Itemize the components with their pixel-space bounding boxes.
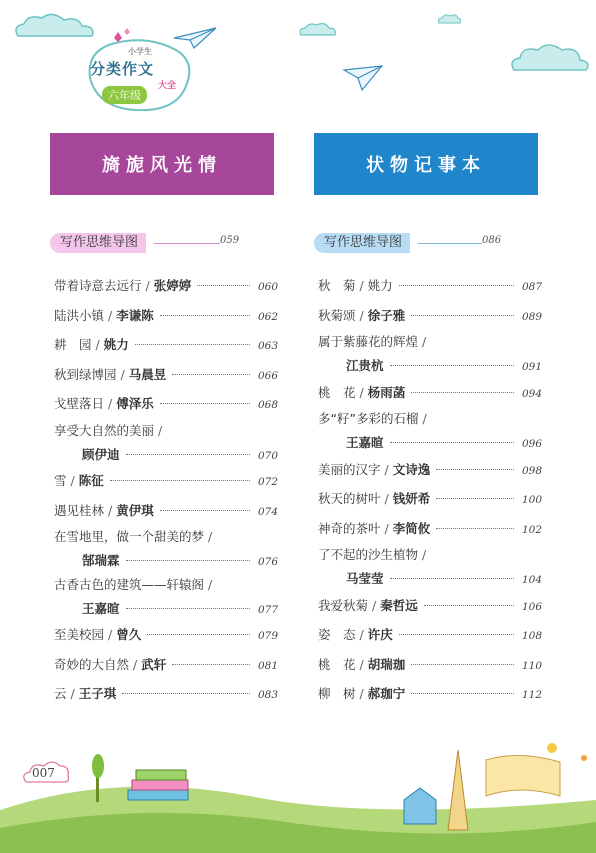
entry-title: 秋菊颂 [318,307,356,323]
entry-title: 陆洪小镇 [54,307,105,323]
entry-page: 076 [257,556,278,568]
page-number: 007 [32,766,55,780]
entry-page: 072 [257,476,278,488]
separator-slash: / [145,278,150,293]
entry-author: 江贵杭 [346,358,384,373]
separator-slash: / [208,576,213,592]
toc-list-scenery [54,271,278,709]
entry-page: 098 [521,464,542,477]
entry-page: 091 [521,361,542,373]
separator-slash: / [108,396,113,411]
book-logo [80,28,198,120]
separator-slash: / [422,411,427,426]
separator-slash: / [359,307,364,323]
toc-entry[interactable] [54,301,278,331]
entry-title: 了不起的沙生植物 [318,547,419,562]
toc-entry[interactable] [318,514,542,544]
separator-slash: / [384,520,389,536]
entry-author: 郜瑞霖 [82,553,120,568]
entry-page: 087 [521,281,542,293]
toc-entry[interactable] [318,620,542,650]
separator-slash: / [359,278,364,293]
entry-page: 112 [521,689,542,701]
entry-page: 062 [257,310,278,323]
entry-page: 089 [521,310,542,323]
entry-author: 马莹莹 [346,571,384,586]
toc-entry[interactable] [318,378,542,408]
entry-page: 063 [257,340,278,352]
dot-leader [135,344,250,345]
entry-title: 柳 树 [318,686,356,701]
entry-title: 美丽的汉字 [318,461,381,477]
toc-entry[interactable] [54,650,278,680]
dot-leader [122,693,250,694]
entry-author: 秦哲远 [380,597,418,613]
cloud-icon [508,42,592,76]
toc-entry[interactable] [54,496,278,526]
entry-page: 070 [257,449,278,462]
entry-page: 060 [257,281,278,293]
mindmap-link-left[interactable] [50,233,240,255]
entry-author: 李谦陈 [116,307,154,323]
toc-list-objects [318,271,542,709]
dot-leader [160,510,250,511]
entry-author: 姚力 [103,337,129,352]
toc-entry[interactable] [318,484,542,514]
entry-title: 古香古色的建筑——轩辕阁 [54,576,205,592]
separator-slash: / [372,597,377,613]
entry-author: 李简攸 [392,520,431,536]
entry-page: 100 [521,494,542,506]
toc-entry[interactable] [318,330,542,378]
separator-slash: / [422,334,427,349]
toc-entry[interactable] [54,330,278,360]
toc-entry[interactable] [54,360,278,390]
entry-title: 戈壁落日 [54,396,105,411]
entry-author: 张婷婷 [153,278,192,293]
dot-leader [436,498,514,499]
dot-leader [390,365,514,366]
logo-small-text: 小学生 [128,47,152,56]
toc-entry[interactable] [54,419,278,467]
dot-leader [126,454,250,455]
entry-title: 属于紫藤花的辉煌 [318,334,419,349]
mindmap-line [154,243,220,244]
toc-entry[interactable] [54,466,278,496]
entry-title: 至美校园 [54,627,105,642]
dot-leader [147,634,250,635]
toc-entry[interactable] [54,620,278,650]
dot-leader [172,664,250,665]
entry-title: 耕 园 [54,337,92,352]
mindmap-label: 写作思维导图 [50,233,146,253]
entry-title: 秋到绿博园 [54,366,117,382]
mindmap-page: 059 [220,235,240,246]
separator-slash: / [120,366,125,382]
dot-leader [399,285,514,286]
dot-leader [399,634,514,635]
entry-title: 多“籽”多彩的石榴 [318,411,419,426]
entry-title: 我爱秋菊 [318,597,369,613]
separator-slash: / [208,529,213,544]
separator-slash: / [359,384,364,400]
entry-title: 桃 花 [318,384,356,400]
entry-page: 068 [257,399,278,411]
entry-author: 武轩 [141,656,167,672]
entry-title: 享受大自然的美丽 [54,422,155,438]
separator-slash: / [359,686,364,701]
entry-author: 胡瑞珈 [367,656,406,672]
entry-author: 文诗逸 [392,461,431,477]
toc-entry[interactable] [54,389,278,419]
entry-page: 110 [521,659,542,672]
cloud-icon [436,13,462,25]
dot-leader [411,315,514,316]
landscape-illustration [0,740,596,853]
dot-leader [160,403,250,404]
separator-slash: / [384,491,389,506]
dot-leader [411,392,514,393]
dot-leader [436,528,514,529]
mindmap-label: 写作思维导图 [314,233,410,253]
entry-author: 杨雨菡 [367,384,406,400]
entry-title: 神奇的茶叶 [318,520,381,536]
dot-leader [197,285,250,286]
separator-slash: / [108,307,113,323]
toc-entry[interactable] [318,271,542,301]
separator-slash: / [70,686,75,701]
toc-entry[interactable] [318,679,542,709]
entry-title: 姿 态 [318,627,356,642]
dot-leader [160,315,250,316]
separator-slash: / [158,422,163,438]
separator-slash: / [108,502,113,518]
logo-title: 分类作文 [90,60,155,78]
toc-entry[interactable] [54,679,278,709]
separator-slash: / [95,337,100,352]
entry-title: 秋 菊 [318,278,356,293]
entry-author: 姚力 [367,278,393,293]
toc-entry[interactable] [54,573,278,621]
entry-page: 096 [521,438,542,450]
paper-plane-icon [342,62,384,92]
entry-page: 081 [257,659,278,672]
entry-author: 钱妍希 [392,491,431,506]
entry-title: 桃 花 [318,656,356,672]
separator-slash: / [108,627,113,642]
entry-author: 顾伊迪 [82,446,120,462]
toc-entry[interactable] [318,543,542,591]
entry-title: 云 [54,686,67,701]
entry-page: 104 [521,574,542,586]
mindmap-line [418,243,482,244]
entry-title: 遇见桂林 [54,502,105,518]
entry-page: 077 [257,603,278,616]
dot-leader [126,560,250,561]
books-icon [128,770,188,800]
entry-author: 王嘉暄 [82,600,120,616]
entry-author: 马晨昱 [128,366,167,382]
entry-page: 079 [257,630,278,642]
entry-author: 王子琪 [78,686,117,701]
entry-author: 傅泽乐 [116,396,154,411]
mindmap-link-right[interactable] [314,233,504,255]
entry-page: 102 [521,523,542,536]
entry-page: 083 [257,689,278,701]
separator-slash: / [70,473,75,488]
entry-author: 陈征 [78,473,104,488]
dot-leader [390,442,514,443]
dot-leader [411,693,514,694]
separator-slash: / [422,547,427,562]
entry-page: 074 [257,505,278,518]
toc-entry[interactable] [54,271,278,301]
entry-author: 曾久 [116,627,142,642]
entry-page: 106 [521,600,542,613]
toc-entry[interactable] [318,301,542,331]
dot-leader [411,664,514,665]
dot-leader [390,578,514,579]
section-banner-scenery: 旖旎风光情 [50,133,274,195]
entry-page: 094 [521,387,542,400]
separator-slash: / [133,656,138,672]
entry-page: 108 [521,630,542,642]
separator-slash: / [359,627,364,642]
section-banner-objects: 状物记事本 [314,133,538,195]
entry-author: 王嘉暄 [346,435,384,450]
entry-title: 奇妙的大自然 [54,656,130,672]
entry-author: 徐子雅 [367,307,406,323]
separator-slash: / [359,656,364,672]
entry-author: 许庆 [367,627,393,642]
entry-page: 066 [257,369,278,382]
toc-entry[interactable] [318,591,542,621]
mindmap-page: 086 [482,235,502,246]
cloud-icon [297,22,339,38]
entry-title: 在雪地里，做一个甜美的梦 [54,529,205,544]
logo-grade: 六年级 [102,86,147,104]
dot-leader [110,480,250,481]
toc-entry[interactable] [54,525,278,573]
separator-slash: / [384,461,389,477]
entry-author: 郝珈宁 [367,686,406,701]
dot-leader [172,374,250,375]
entry-title: 秋天的树叶 [318,491,381,506]
entry-title: 雪 [54,473,67,488]
dot-leader [436,469,514,470]
toc-entry[interactable] [318,407,542,455]
toc-entry[interactable] [318,455,542,485]
dot-leader [126,608,250,609]
entry-author: 黄伊琪 [116,502,154,518]
entry-title: 带着诗意去远行 [54,278,142,293]
toc-entry[interactable] [318,650,542,680]
logo-sub: 大全 [158,81,177,91]
dot-leader [424,605,514,606]
